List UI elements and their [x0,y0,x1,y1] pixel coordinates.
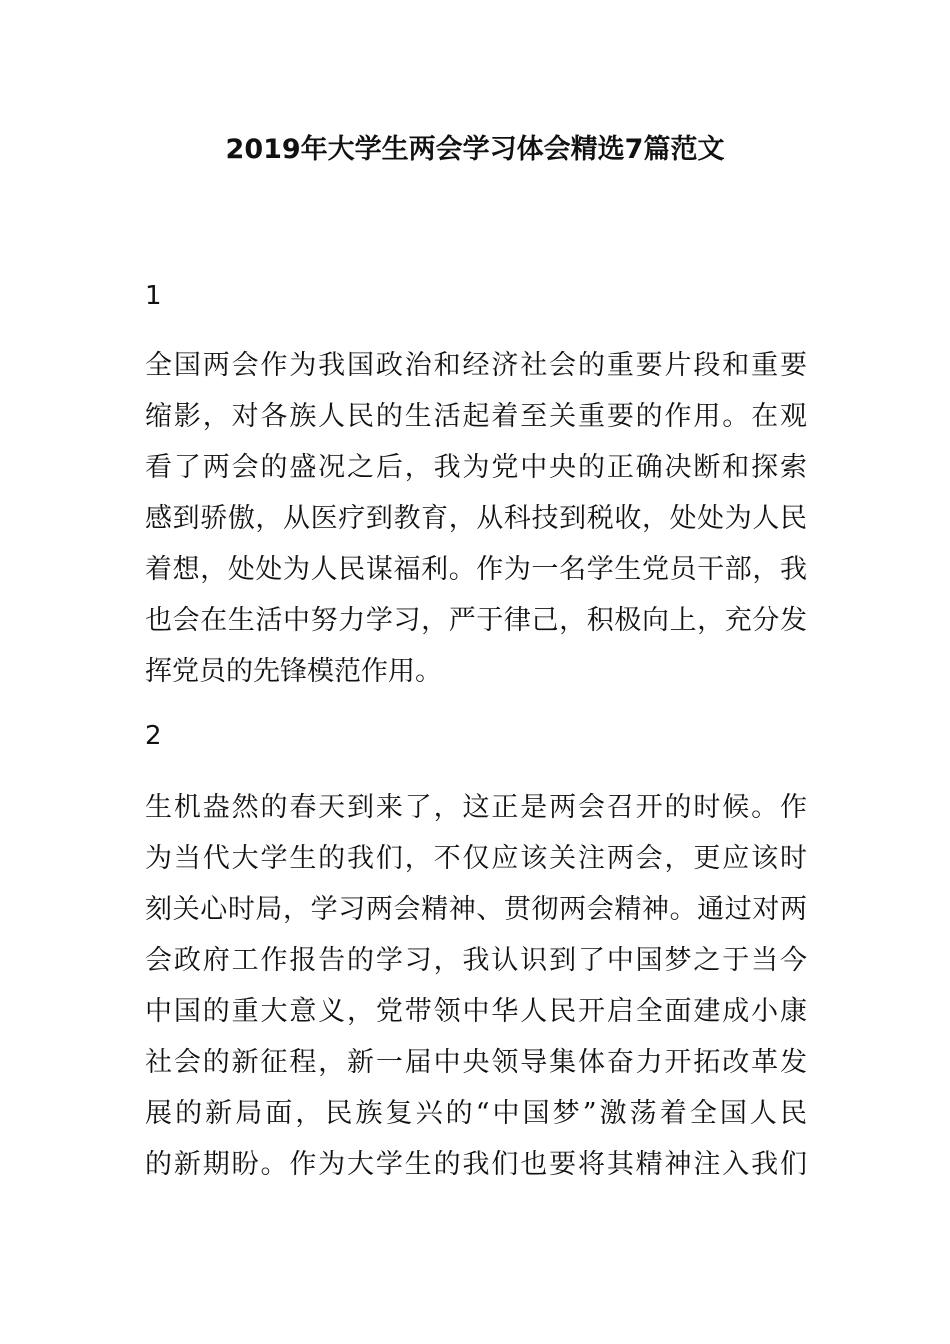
paragraph-line: 生机盎然的春天到来了，这正是两会召开的时候。作 [145,792,807,823]
paragraph-line: 展的新局面，民族复兴的“中国梦”激荡着全国人民 [145,1098,807,1129]
paragraph-line: 看了两会的盛况之后，我为党中央的正确决断和探索 [145,452,807,483]
paragraph-line: 的新期盼。作为大学生的我们也要将其精神注入我们 [145,1149,807,1180]
paragraph-line: 社会的新征程，新一届中央领导集体奋力开拓改革发 [145,1047,807,1078]
paragraph-line: 感到骄傲，从医疗到教育，从科技到税收，处处为人民 [145,503,807,534]
paragraph-line: 挥党员的先锋模范作用。 [145,656,442,687]
section-2-paragraph [145,782,807,1190]
section-number-2: 2 [145,721,162,751]
paragraph-line: 也会在生活中努力学习，严于律己，积极向上，充分发 [145,605,807,636]
paragraph-line: 着想，处处为人民谋福利。作为一名学生党员干部，我 [145,554,807,585]
section-number-1: 1 [145,281,162,311]
paragraph-line: 中国的重大意义，党带领中华人民开启全面建成小康 [145,996,807,1027]
document-title: 2019年大学生两会学习体会精选7篇范文 [225,134,725,165]
paragraph-line: 会政府工作报告的学习，我认识到了中国梦之于当今 [145,945,807,976]
paragraph-line: 全国两会作为我国政治和经济社会的重要片段和重要 [145,350,807,381]
paragraph-line: 缩影，对各族人民的生活起着至关重要的作用。在观 [145,401,807,432]
section-1-paragraph [145,340,807,697]
paragraph-line: 刻关心时局，学习两会精神、贯彻两会精神。通过对两 [145,894,807,925]
paragraph-line: 为当代大学生的我们，不仅应该关注两会，更应该时 [145,843,807,874]
